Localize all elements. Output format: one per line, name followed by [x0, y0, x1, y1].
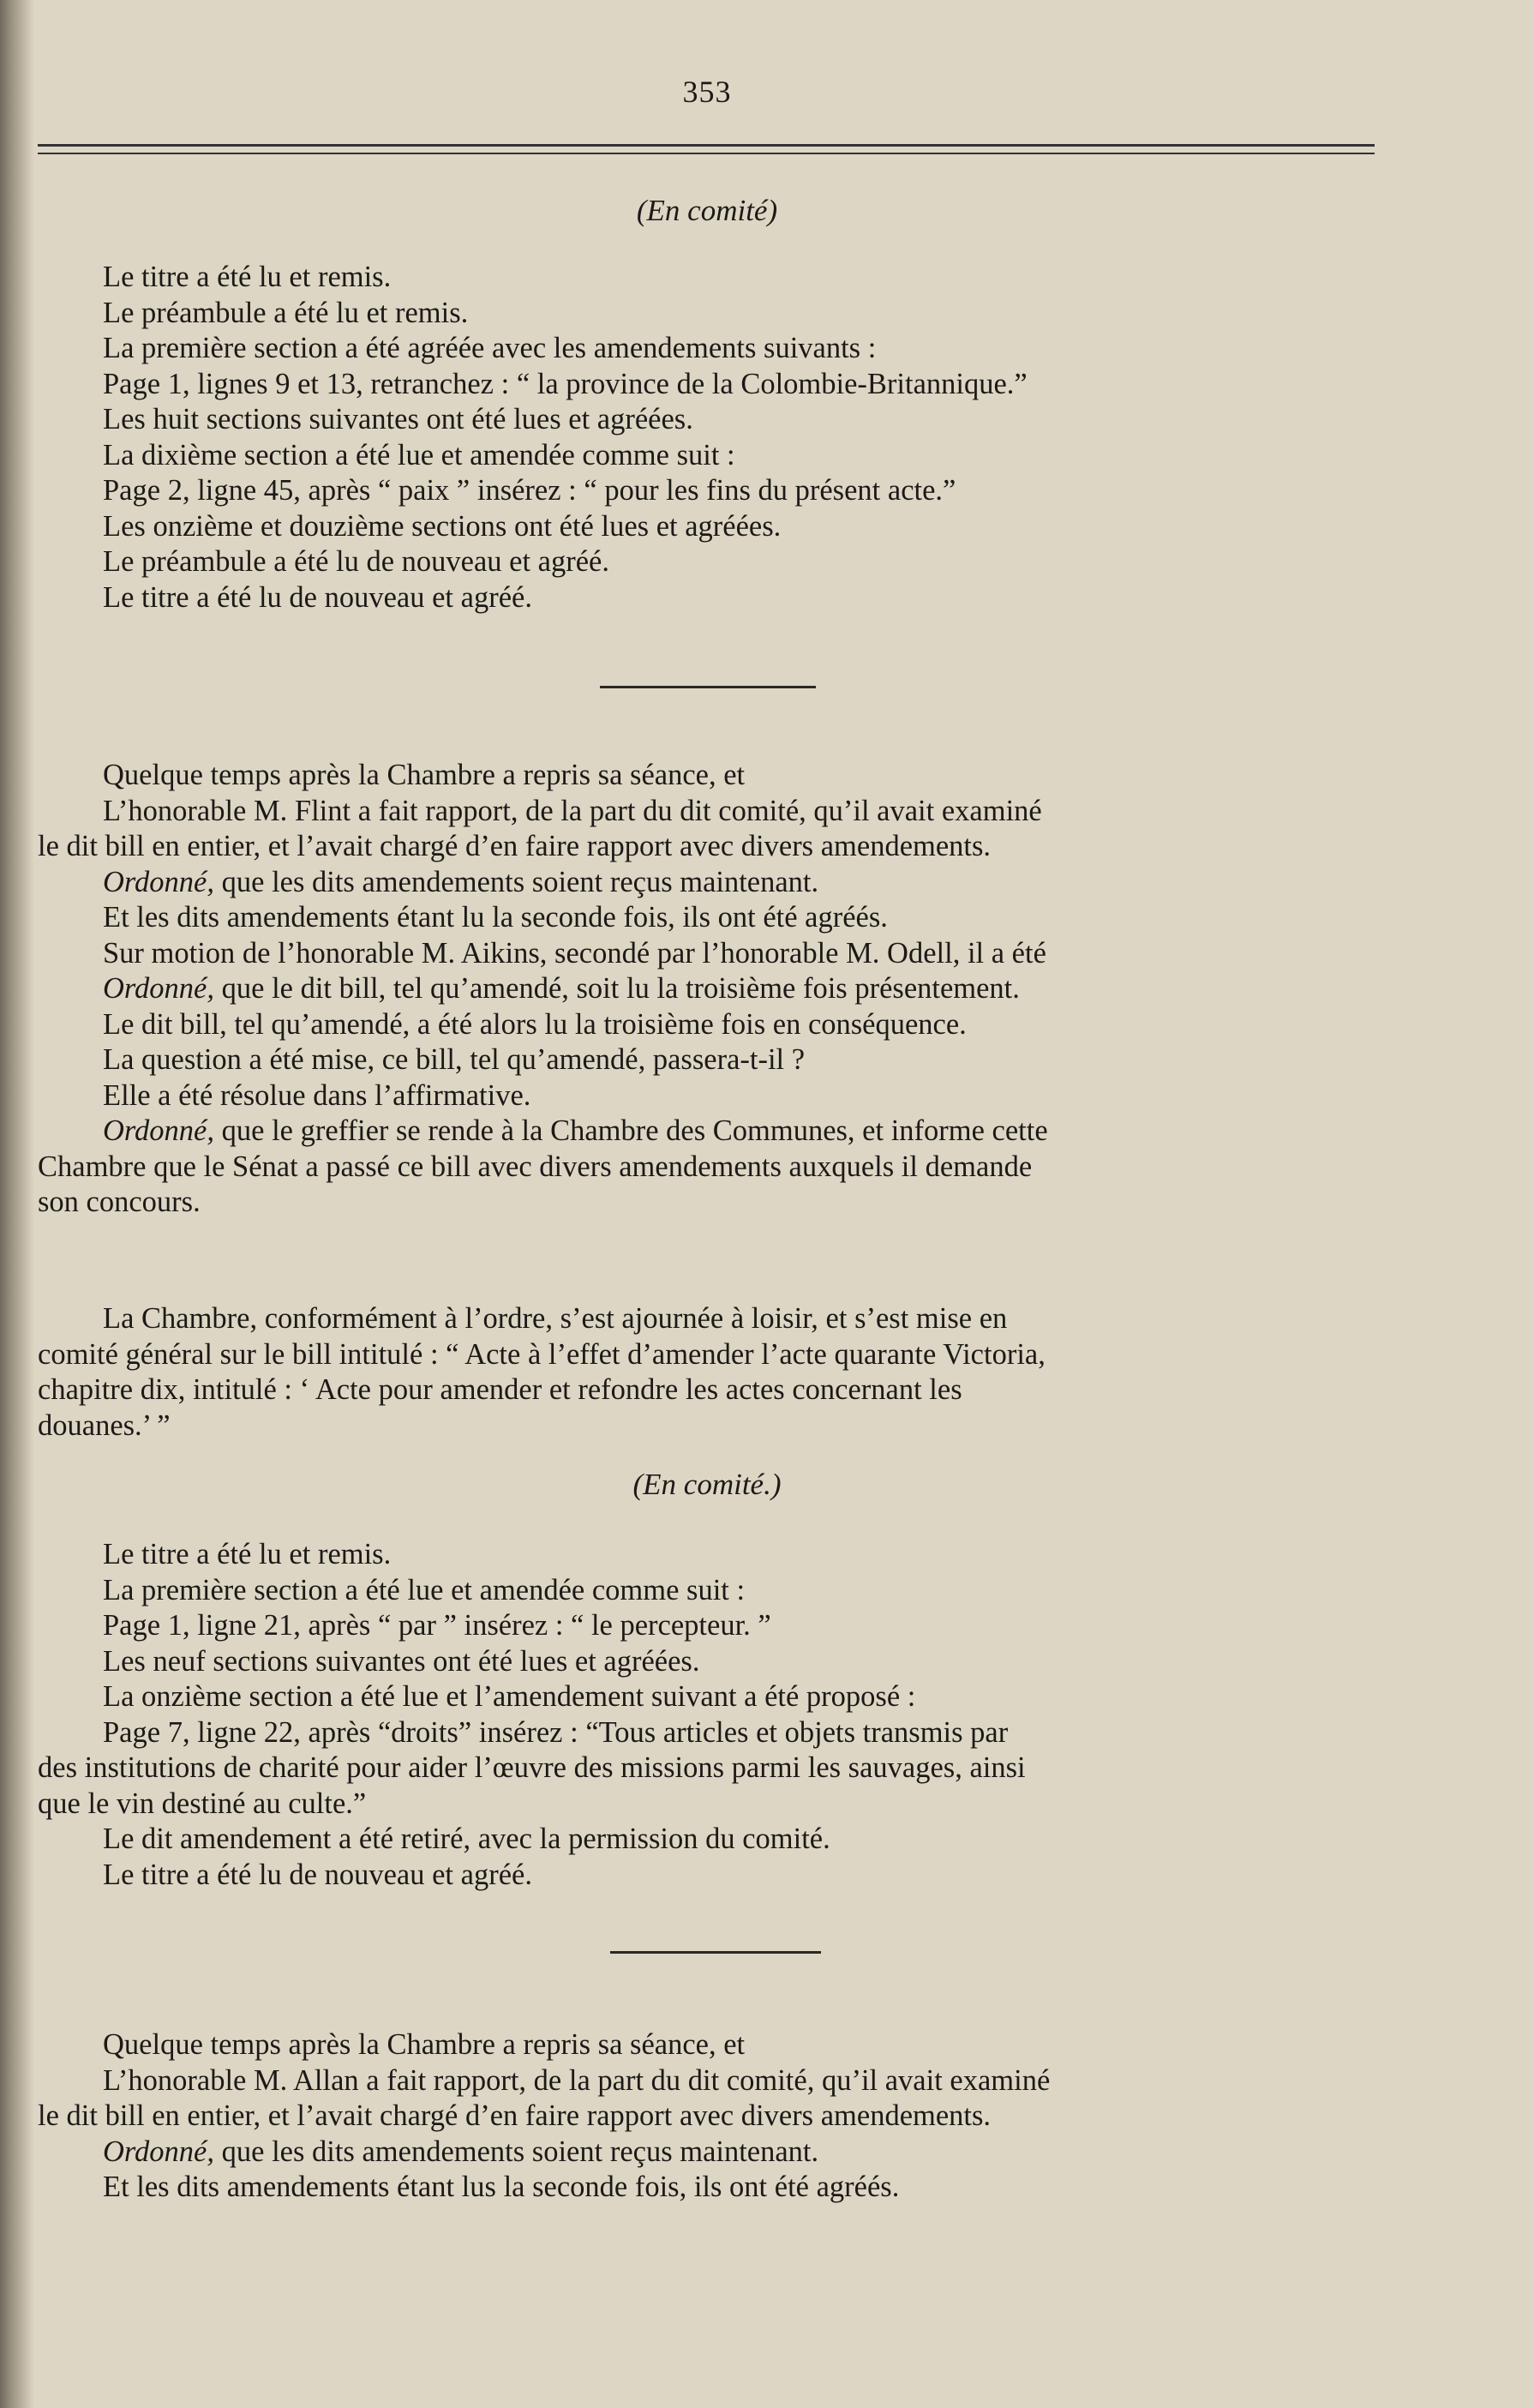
proceeding-line: Le titre a été lu de nouveau et agréé. [103, 1858, 532, 1891]
committee-proceedings-2 [38, 1537, 1380, 1893]
paragraph-line: Ordonné, que les dits amendements soient reçus maintenant. [103, 2135, 819, 2168]
section-separator [610, 1951, 821, 1954]
proceeding-line: Les huit sections suivantes ont été lues et agréées. [103, 403, 693, 435]
paragraph-line: Sur motion de l’honorable M. Aikins, secondé par l’honorable M. Odell, il a été [103, 936, 1046, 970]
committee-heading: (En comité) [636, 194, 778, 227]
proceeding-line: Le titre a été lu et remis. [103, 261, 392, 293]
proceeding-line: Page 7, ligne 22, après “droits” insérez : “Tous articles et objets transmis par [103, 1715, 1009, 1749]
paragraph-line: Et les dits amendements étant lus la seconde fois, ils ont été agréés. [103, 2171, 900, 2203]
committee-heading: (En comité.) [632, 1468, 782, 1501]
report-block-2 [38, 2027, 1380, 2206]
paragraph-line: Et les dits amendements étant lu la seconde fois, ils ont été agréés. [103, 901, 888, 934]
paragraph-line: L’honorable M. Allan a fait rapport, de la part du dit comité, qu’il avait examiné [103, 2063, 1051, 2097]
paragraph-line: le dit bill en entier, et l’avait chargé d’en faire rapport avec divers amendements. [38, 830, 992, 862]
ordonne-label: Ordonné, [103, 2135, 214, 2168]
paragraph-line: comité général sur le bill intitulé : “ Acte à l’effet d’amender l’acte quarante Victoria, [38, 1337, 1046, 1371]
paragraph-line: son concours. [38, 1186, 201, 1218]
paragraph-line: Quelque temps après la Chambre a repris sa séance, et [103, 759, 746, 791]
ordonne-label: Ordonné, [103, 972, 214, 1005]
proceeding-line: Le titre a été lu de nouveau et agréé. [103, 580, 532, 614]
section-separator [600, 686, 816, 688]
paragraph-line: douanes.’ ” [38, 1408, 171, 1442]
proceeding-line: Le préambule a été lu et remis. [103, 296, 469, 329]
paragraph-line: Ordonné, que le dit bill, tel qu’amendé, soit lu la troisième fois présentement. [103, 972, 1020, 1005]
committee-proceedings-1 [38, 260, 1380, 616]
header-rule [38, 144, 1375, 147]
ordonne-label: Ordonné, [103, 1114, 214, 1147]
report-block-1 [38, 758, 1380, 1221]
committee-intro [38, 1301, 1380, 1444]
proceeding-line: La dixième section a été lue et amendée comme suit : [103, 438, 735, 471]
paragraph-line: Chambre que le Sénat a passé ce bill avec divers amendements auxquels il demande [38, 1150, 1033, 1183]
page-binding-edge [0, 0, 34, 2408]
paragraph-line: La Chambre, conformément à l’ordre, s’est ajournée à loisir, et s’est mise en [103, 1302, 1008, 1335]
proceeding-line: Les onzième et douzième sections ont été lues et agréées. [103, 509, 782, 543]
proceeding-line: La première section a été agréée avec les amendements suivants : [103, 332, 877, 364]
paragraph-line: L’honorable M. Flint a fait rapport, de la part du dit comité, qu’il avait examiné [103, 794, 1042, 827]
paragraph-line: Quelque temps après la Chambre a repris sa séance, et [103, 2028, 746, 2061]
header-rule-thin [38, 153, 1375, 154]
paragraph-line: chapitre dix, intitulé : ‘ Acte pour amender et refondre les actes concernant les [38, 1373, 962, 1406]
proceeding-line: Page 1, ligne 21, après “ par ” insérez : “ le percepteur. ” [103, 1609, 771, 1642]
paragraph-line: le dit bill en entier, et l’avait chargé d’en faire rapport avec divers amendements. [38, 2099, 992, 2132]
proceeding-line: Page 1, lignes 9 et 13, retranchez : “ la province de la Colombie-Britannique.” [103, 367, 1028, 400]
proceeding-line: Les neuf sections suivantes ont été lues et agréées. [103, 1644, 700, 1678]
paragraph-line: Ordonné, que les dits amendements soient reçus maintenant. [103, 865, 819, 898]
proceeding-line: La onzième section a été lue et l’amendement suivant a été proposé : [103, 1680, 916, 1713]
proceeding-line: La première section a été lue et amendée comme suit : [103, 1573, 746, 1606]
paragraph-line: Le dit bill, tel qu’amendé, a été alors lu la troisième fois en conséquence. [103, 1007, 967, 1041]
ordonne-label: Ordonné, [103, 865, 214, 898]
proceeding-line: Le préambule a été lu de nouveau et agréé. [103, 545, 609, 578]
page-number: 353 [682, 75, 732, 109]
paragraph-line: Elle a été résolue dans l’affirmative. [103, 1078, 531, 1112]
proceeding-line: des institutions de charité pour aider l’œuvre des missions parmi les sauvages, ainsi [38, 1751, 1026, 1784]
proceeding-line: Le titre a été lu et remis. [103, 1538, 392, 1570]
proceeding-line: Page 2, ligne 45, après “ paix ” insérez : “ pour les fins du présent acte.” [103, 474, 956, 507]
paragraph-line: La question a été mise, ce bill, tel qu’amendé, passera-t-il ? [103, 1043, 806, 1076]
proceeding-line: Le dit amendement a été retiré, avec la permission du comité. [103, 1823, 830, 1855]
proceeding-line: que le vin destiné au culte.” [38, 1786, 367, 1820]
paragraph-line: Ordonné, que le greffier se rende à la Chambre des Communes, et informe cette [103, 1114, 1048, 1147]
